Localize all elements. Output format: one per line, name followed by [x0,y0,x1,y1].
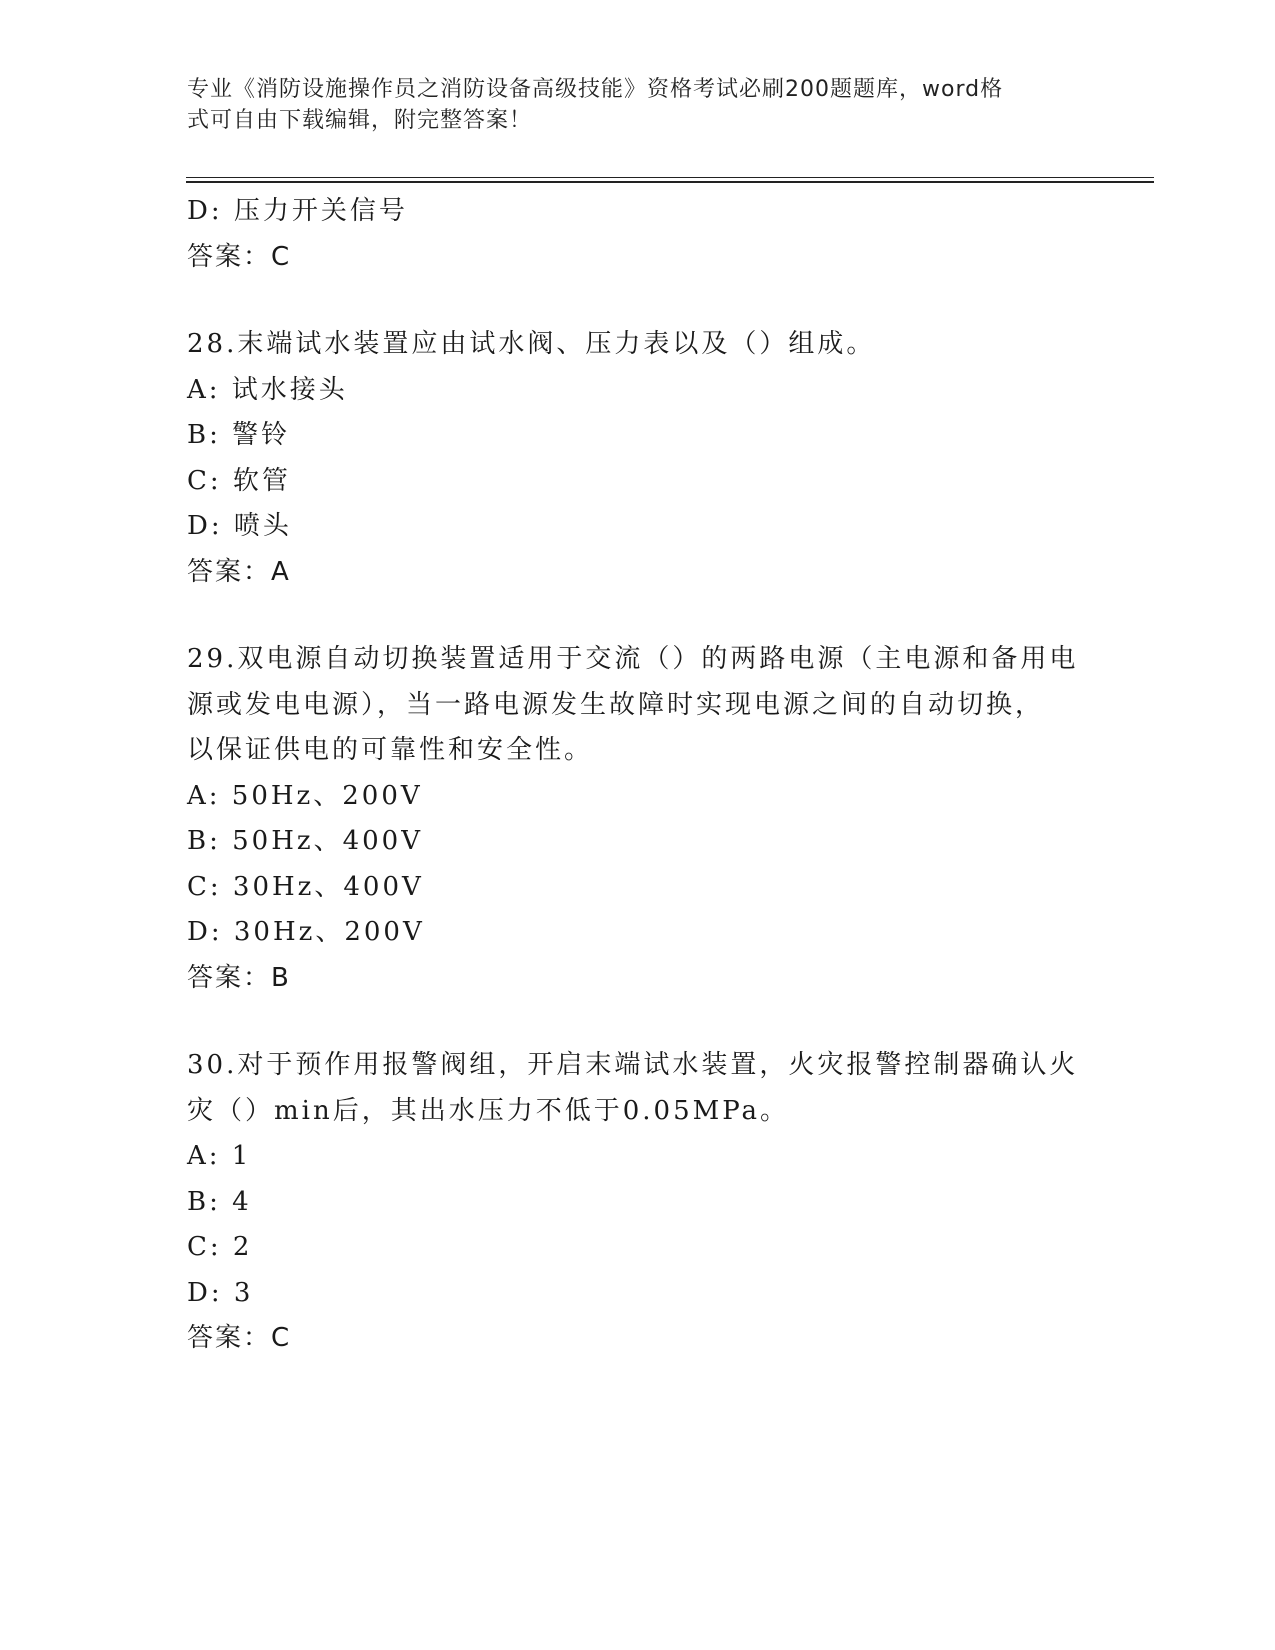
question-text: 28.末端试水装置应由试水阀、压力表以及（）组成。 [187,329,876,359]
answer-line: 答案：C [187,241,292,272]
document-header [187,74,1067,136]
option-b: B: 4 [187,1186,252,1217]
header-divider-top [186,177,1154,178]
answer-line: 答案：A [187,556,291,587]
option-a: A: 50Hz、200V [187,780,423,811]
option-a: A: 1 [187,1141,252,1171]
question-text-line-1: 30.对于预作用报警阀组，开启末端试水装置，火灾报警控制器确认火 [187,1050,1079,1080]
option-d: D: 30Hz、200V [187,917,425,947]
question-text-line-1: 29.双电源自动切换装置适用于交流（）的两路电源（主电源和备用电 [187,644,1079,674]
question-text-line-2: 灾（）min后，其出水压力不低于0.05MPa。 [187,1095,790,1126]
option-c: C: 2 [187,1232,253,1262]
header-line-2: 式可自由下载编辑，附完整答案！ [187,108,533,133]
option-b: B: 警铃 [187,420,291,450]
header-line-1: 专业《消防设施操作员之消防设备高级技能》资格考试必刷200题题库，word格 [187,77,1004,102]
question-text-line-3: 以保证供电的可靠性和安全性。 [187,735,594,765]
answer-line: 答案：B [187,962,291,993]
option-c: C: 30Hz、400V [187,871,424,902]
option-b: B: 50Hz、400V [187,826,423,856]
header-divider-bottom [186,181,1154,183]
question-text-line-2: 源或发电电源），当一路电源发生故障时实现电源之间的自动切换， [187,689,1045,720]
question-block-30 [187,1047,1087,1366]
option-d: D: 3 [187,1277,254,1308]
option-c: C: 软管 [187,465,291,496]
option-d: D: 喷头 [187,511,292,541]
question-block-28 [187,326,1087,599]
question-block-29 [187,641,1087,1005]
option-d: D: 压力开关信号 [187,196,408,226]
option-a: A: 试水接头 [187,374,348,405]
question-list [187,193,1087,1366]
answer-line: 答案：C [187,1323,292,1353]
